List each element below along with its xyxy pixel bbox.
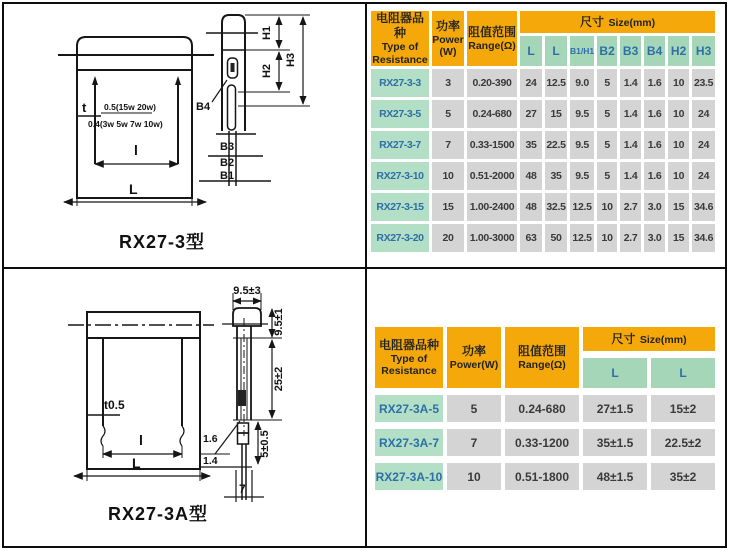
dim-label-1.6: 1.6 <box>203 433 218 445</box>
vertical-divider <box>365 2 367 548</box>
type-cell: RX27-3-20 <box>371 224 429 252</box>
table-cell: 34.6 <box>692 193 715 221</box>
table-cell: 0.51-2000 <box>467 162 517 190</box>
table-cell: 20 <box>432 224 464 252</box>
col-header-type <box>375 327 443 388</box>
table-cell: 1.6 <box>644 100 665 128</box>
table-cell: 3.0 <box>644 224 665 252</box>
dim-label-1.4: 1.4 <box>203 455 218 467</box>
col-header-b4: B4 <box>644 36 665 66</box>
header-type-cn: 电阻器品种 <box>375 11 424 41</box>
rx27-3-drawing <box>0 0 366 268</box>
table-cell: 1.6 <box>644 69 665 97</box>
dim-label-b4: B4 <box>196 101 211 113</box>
type-cell: RX27-3A-5 <box>375 395 443 422</box>
table-cell: 9.5 <box>570 131 594 159</box>
rx27-3a-drawing <box>0 268 366 550</box>
table-cell: 2.7 <box>620 224 641 252</box>
col-header-size: 尺寸 Size(mm) <box>520 11 715 33</box>
note-04: 0.4(3w 5w 7w 10w) <box>88 119 163 129</box>
col-header-range: 阻值范围 Range(Ω) <box>505 327 579 388</box>
type-cell: RX27-3-10 <box>371 162 429 190</box>
table-cell: 5 <box>597 100 617 128</box>
table-cell: 5 <box>447 395 501 422</box>
horizontal-divider <box>2 267 727 269</box>
header-type-en: Type of Resistance <box>381 352 437 377</box>
table-cell: 0.24-680 <box>467 100 517 128</box>
col-header-b2: B2 <box>597 36 617 66</box>
type-cell: RX27-3A-7 <box>375 429 443 456</box>
table-cell: 32.5 <box>545 193 567 221</box>
col-header-type <box>371 11 429 66</box>
table-row <box>371 162 715 190</box>
col-header-power: 功率 Power (W) <box>432 11 464 66</box>
table-cell: 48 <box>520 193 542 221</box>
table-cell: 5 <box>597 162 617 190</box>
dim-label-h3: H3 <box>285 52 297 68</box>
table-cell: 3.0 <box>644 193 665 221</box>
table-cell: 27 <box>520 100 542 128</box>
table-cell: 1.4 <box>620 131 641 159</box>
note-05: 0.5(15w 20w) <box>104 102 156 112</box>
table-cell: 1.6 <box>644 162 665 190</box>
table-cell: 24 <box>520 69 542 97</box>
table-cell: 35 <box>520 131 542 159</box>
col-header-b1h1: B1/H1 <box>570 36 594 66</box>
table-row <box>371 100 715 128</box>
table-cell: 15±2 <box>651 395 715 422</box>
table-cell: 5 <box>597 131 617 159</box>
table-row <box>375 395 715 422</box>
dim-label-L: L <box>132 455 141 471</box>
table-cell: 10 <box>668 69 689 97</box>
dim-label-h2: H2 <box>261 63 273 79</box>
table-cell: 1.4 <box>620 69 641 97</box>
side-view <box>200 285 285 502</box>
table-cell: 12.5 <box>545 69 567 97</box>
table-cell: 15 <box>545 100 567 128</box>
header-type-cn: 电阻器品种 <box>378 337 439 352</box>
table-cell: 15 <box>432 193 464 221</box>
table-cell: 15 <box>668 224 689 252</box>
table-cell: 24 <box>692 131 715 159</box>
dim-label-l: l <box>139 432 143 448</box>
table-cell: 10 <box>447 463 501 490</box>
table-row <box>371 69 715 97</box>
table-cell: 35±2 <box>651 463 715 490</box>
table-cell: 1.00-3000 <box>467 224 517 252</box>
table-cell: 10 <box>668 131 689 159</box>
table-row <box>375 429 715 456</box>
dim-label-7: 7 <box>239 482 246 496</box>
table-cell: 12.5 <box>570 193 594 221</box>
table-cell: 1.00-2400 <box>467 193 517 221</box>
table-cell: 35±1.5 <box>583 429 647 456</box>
table-cell: 3 <box>432 69 464 97</box>
table-cell: 10 <box>668 100 689 128</box>
table-cell: 7 <box>432 131 464 159</box>
table-cell: 27±1.5 <box>583 395 647 422</box>
rx27-3a-spec-table <box>371 320 719 497</box>
table-cell: 9.5 <box>570 162 594 190</box>
dim-label-5pm05: 5±0.5 <box>259 430 271 458</box>
type-cell: RX27-3-15 <box>371 193 429 221</box>
table-cell: 5 <box>432 100 464 128</box>
table-cell: 0.20-390 <box>467 69 517 97</box>
table-cell: 22.5 <box>545 131 567 159</box>
table-cell: 10 <box>432 162 464 190</box>
front-view <box>58 37 214 206</box>
table-cell: 7 <box>447 429 501 456</box>
table-cell: 48±1.5 <box>583 463 647 490</box>
col-header-L2: L <box>651 358 715 388</box>
side-view <box>196 15 310 186</box>
table-cell: 50 <box>545 224 567 252</box>
type-cell: RX27-3-5 <box>371 100 429 128</box>
dim-label-25pm2: 25±2 <box>273 366 285 392</box>
table-cell: 0.33-1200 <box>505 429 579 456</box>
table-cell: 10 <box>668 162 689 190</box>
table-row <box>371 224 715 252</box>
drawing-title-rx27-3: RX27-3型 <box>118 232 206 252</box>
col-header-size: 尺寸 Size(mm) <box>583 327 715 351</box>
table-cell: 9.0 <box>570 69 594 97</box>
table-cell: 9.5 <box>570 100 594 128</box>
dim-label-9.5pm3: 9.5±3 <box>233 285 261 297</box>
table-cell: 23.5 <box>692 69 715 97</box>
dim-label-h1: H1 <box>261 25 273 41</box>
dim-label-t: t <box>82 100 87 115</box>
col-header-L1: L <box>520 36 542 66</box>
table-cell: 12.5 <box>570 224 594 252</box>
dim-label-t05: t0.5 <box>104 398 125 412</box>
dim-label-b1: B1 <box>220 170 235 182</box>
dim-label-b3: B3 <box>220 141 235 153</box>
col-header-L1: L <box>583 358 647 388</box>
table-cell: 10 <box>597 224 617 252</box>
table-cell: 0.51-1800 <box>505 463 579 490</box>
table-cell: 0.33-1500 <box>467 131 517 159</box>
drawing-title-rx27-3a: RX27-3A型 <box>107 504 209 524</box>
col-header-range: 阻值范围 Range(Ω) <box>467 11 517 66</box>
dim-label-l: l <box>134 142 138 158</box>
col-header-h3: H3 <box>692 36 715 66</box>
col-header-h2: H2 <box>668 36 689 66</box>
type-cell: RX27-3-7 <box>371 131 429 159</box>
col-header-power: 功率 Power(W) <box>447 327 501 388</box>
dim-label-9.5pm1: 9.5±1 <box>273 308 285 336</box>
table-cell: 0.24-680 <box>505 395 579 422</box>
table-row <box>371 131 715 159</box>
type-cell: RX27-3A-10 <box>375 463 443 490</box>
table-cell: 1.4 <box>620 100 641 128</box>
table-cell: 34.6 <box>692 224 715 252</box>
col-header-L2: L <box>545 36 567 66</box>
table-cell: 1.4 <box>620 162 641 190</box>
dim-label-L: L <box>129 181 138 197</box>
table-cell: 24 <box>692 100 715 128</box>
table-cell: 1.6 <box>644 131 665 159</box>
table-row <box>375 463 715 490</box>
table-cell: 35 <box>545 162 567 190</box>
table-cell: 5 <box>597 69 617 97</box>
table-cell: 10 <box>597 193 617 221</box>
col-header-b3: B3 <box>620 36 641 66</box>
table-cell: 22.5±2 <box>651 429 715 456</box>
table-cell: 2.7 <box>620 193 641 221</box>
front-view <box>68 312 214 481</box>
table-row <box>371 193 715 221</box>
table-cell: 15 <box>668 193 689 221</box>
header-type-en: Type of Resistance <box>372 41 428 66</box>
type-cell: RX27-3-3 <box>371 69 429 97</box>
dim-label-b2: B2 <box>220 157 235 169</box>
rx27-3-spec-table <box>368 8 718 255</box>
table-cell: 63 <box>520 224 542 252</box>
table-cell: 48 <box>520 162 542 190</box>
table-cell: 24 <box>692 162 715 190</box>
